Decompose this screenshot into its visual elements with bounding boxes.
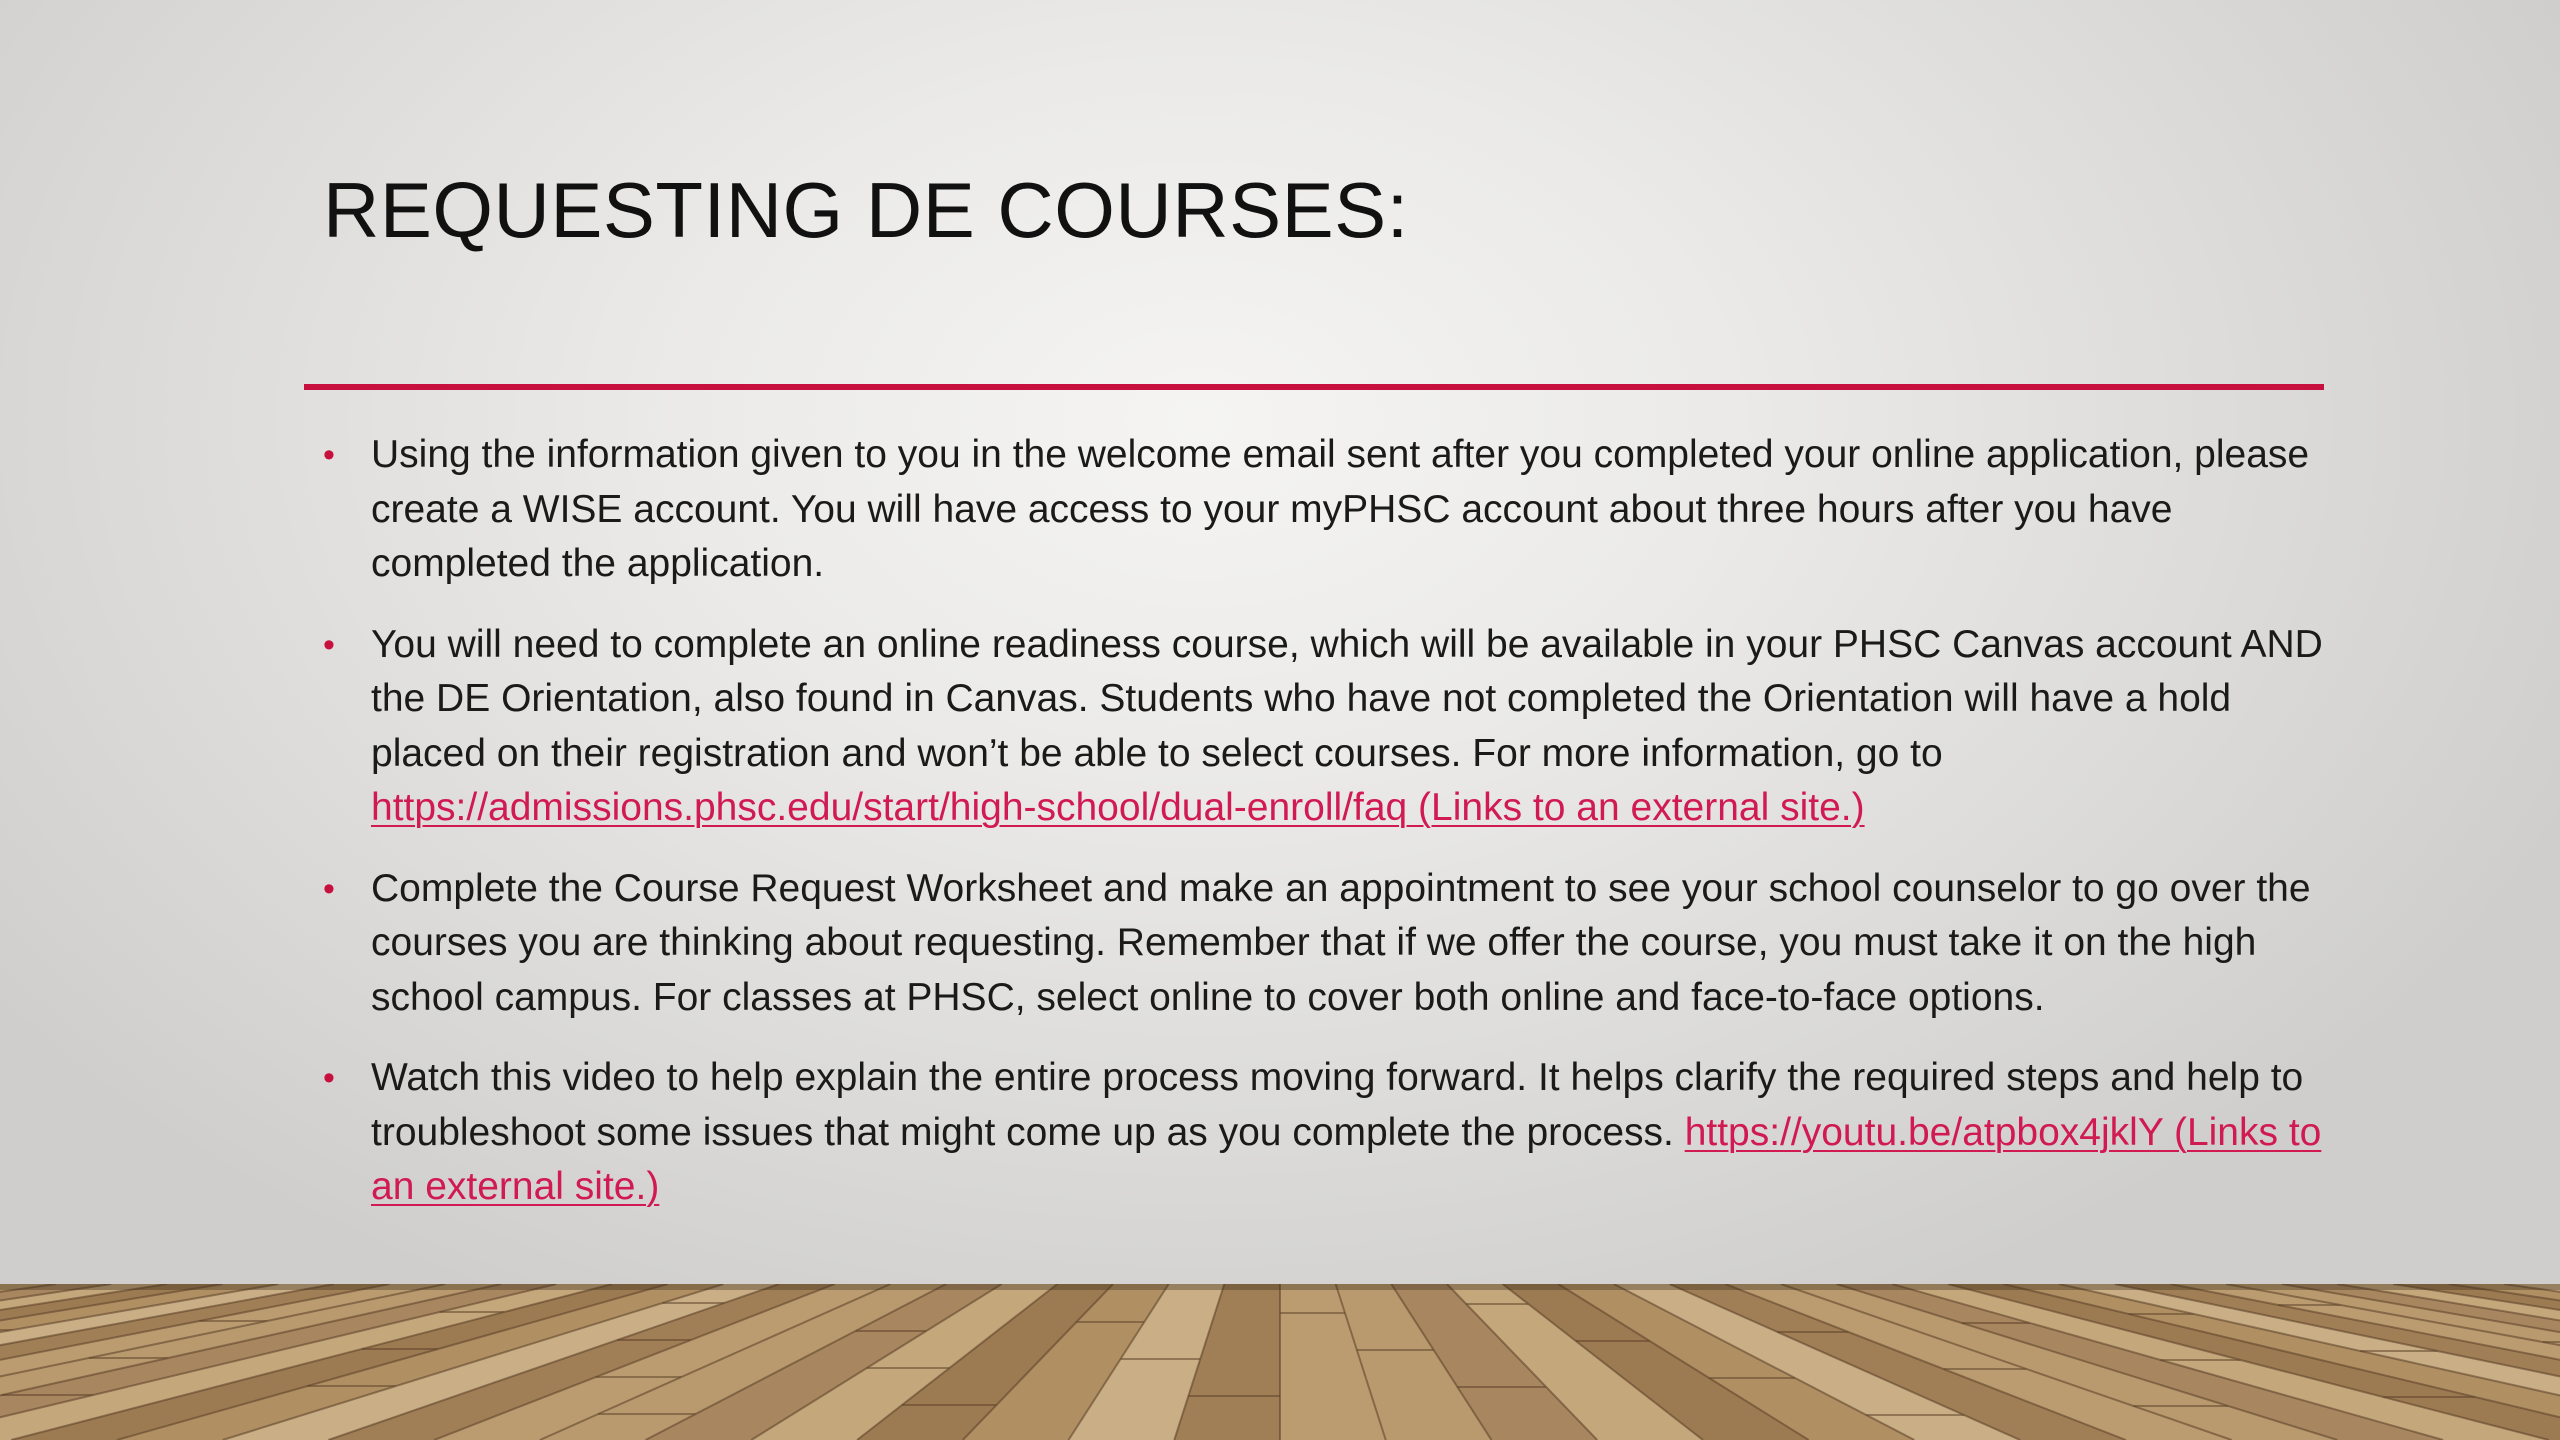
bullet-item-1 bbox=[323, 428, 2343, 592]
bullet-icon: • bbox=[323, 869, 335, 908]
bullet-text: You will need to complete an online readiness course, which will be available in your PHSC Canvas account AND the DE Orientation, also found in Canvas. Students who have not completed the Orientation will have a hold placed on their registration and won’t be able to select courses. For more information, go to bbox=[371, 622, 2323, 775]
bullet-list bbox=[323, 428, 2343, 1241]
bullet-icon: • bbox=[323, 1059, 335, 1097]
bullet-item-3 bbox=[323, 862, 2343, 1026]
bullet-item-4 bbox=[323, 1051, 2343, 1215]
wooden-floor-texture bbox=[0, 1284, 2560, 1440]
faq-link[interactable]: https://admissions.phsc.edu/start/high-school/dual-enroll/faq (Links to an external site.) bbox=[371, 786, 1865, 829]
slide-title: REQUESTING DE COURSES: bbox=[323, 166, 1409, 254]
video-link[interactable]: https://youtu.be/atpbox4jklY (Links to an external site.) bbox=[371, 1110, 2322, 1208]
bullet-text: Complete the Course Request Worksheet and make an appointment to see your school counselor to go over the courses you are thinking about requesting. Remember that if we offer the course, you must take it on the high school campus. For classes at PHSC, select online to cover both online and face-to-face options. bbox=[371, 866, 2311, 1019]
bullet-item-2 bbox=[323, 618, 2343, 836]
bullet-text: Watch this video to help explain the entire process moving forward. It helps clarify the required steps and help to troubleshoot some issues that might come up as you complete the process. bbox=[371, 1056, 2304, 1154]
bullet-icon: • bbox=[323, 436, 335, 474]
bullet-text: Using the information given to you in the welcome email sent after you completed your online application, please create a WISE account. You will have access to your myPHSC account about three hours after you have completed the application. bbox=[371, 433, 2310, 585]
wooden-floor bbox=[0, 1284, 2560, 1440]
bullet-icon: • bbox=[323, 625, 335, 664]
title-divider bbox=[304, 384, 2324, 390]
